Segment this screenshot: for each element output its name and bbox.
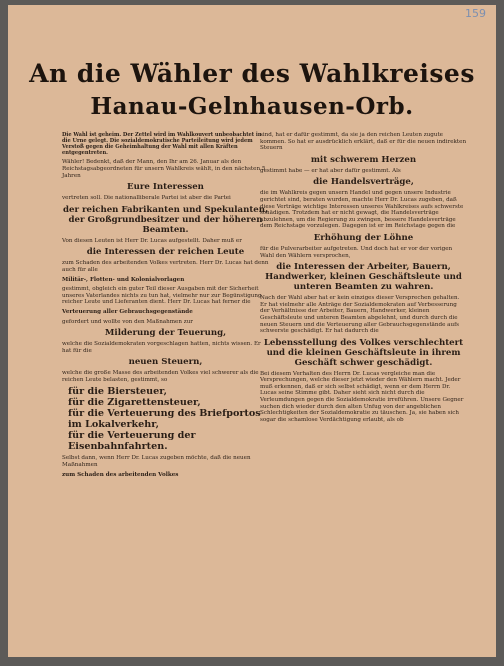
flyer-sheet xyxy=(8,5,496,657)
paragraph: die im Wahlkreis gegen unsern Handel und gegen unsere Industrie gerichtet sind, beraten wurden, machte Herr Dr. Lucas zugeben, daß diese Verträge wichtige Interessen unseres Wahlkreises aufs schwerste schädigen. Trotzdem hat er nicht gewagt, die Handelsverträge abzulehnen, um die Regierung zu zwingen, bessere Handelsverträge dem Reichstage vorzulegen. Dagegen ist er im Reichstage gegen die xyxy=(260,190,464,230)
archive-page-number: 159 xyxy=(465,7,486,20)
paragraph: welche die Sozialdemokraten vorgeschlagen hatten, nichts wissen. Er hat für die xyxy=(62,341,261,354)
emphasis-heading: Lebensstellung des Volkes verschlechtert und die kleinen Geschäftsleute in ihrem Geschäft schwer geschädigt. xyxy=(263,337,464,368)
emphasis-heading: Milderung der Teuerung, xyxy=(104,328,227,339)
emphasis-heading: für die Biersteuer, für die Zigarettensteuer, für die Verteuerung des Briefportos im Lokalverkehr, für die Verteuerung der Eisenbahnfahrten. xyxy=(68,386,261,453)
paragraph: welche die große Masse des arbeitenden Volkes viel schwerer als die reichen Leute belasten, gestimmt, so xyxy=(62,370,259,383)
right-text-column xyxy=(260,132,467,426)
paragraph: vertreten soll. Die nationalliberale Partei ist aber die Partei xyxy=(62,195,231,202)
paragraph: Selbst dann, wenn Herr Dr. Lucas zugeben möchte, daß die neuen Maßnahmen xyxy=(62,455,251,469)
emphasis-heading: Eure Interessen xyxy=(127,182,204,193)
paragraph: sind, hat er dafür gestimmt, da sie ja den reichen Leuten zugute kommen. So hat er ausdrücklich erklärt, daß er für die neuen indirekten Steuern xyxy=(260,132,467,152)
paragraph: gestimmt habe — er hat aber dafür gestimmt. Als xyxy=(260,167,401,174)
paragraph: gefordert und wollte von den Maßnahmen zur xyxy=(62,318,193,325)
emphasis-heading: Erhöhung der Löhne xyxy=(313,232,414,243)
paragraph: zum Schaden des arbeitenden Volkes vertreten. Herr Dr. Lucas hat denn auch für alle xyxy=(62,260,269,273)
paragraph: Nach der Wahl aber hat er kein einziges dieser Versprechen gehalten. Er hat vielmehr alle Anträge der Sozialdemokraten auf Verbesserung der Verhältnisse der Arbeiter, Bauern, Handwerker, kleinen Geschäftsleute und unteren Beamten abgelehnt, und durch durch die neuen Steuern und die Verteuerung aller Gebrauchsgegenstände aufs schwerste geschädigt. Er hat dadurch die xyxy=(260,295,460,335)
left-text-column xyxy=(62,132,269,481)
emphasis-heading: die Interessen der Arbeiter, Bauern, Handwerker, kleinen Geschäftsleute und unteren Beamten zu wahren. xyxy=(265,262,462,293)
flyer-title: An die Wähler des Wahlkreises xyxy=(29,59,475,88)
paragraph: Die Wahl ist geheim. Der Zettel wird im Wahlkouvert unbeobachtet in die Urne gelegt. Die sozialdemokratische Parteileitung wird jedem Verstoß gegen die Geheimhaltung der Wahl mit allen Kräften entgegentreten. xyxy=(62,132,262,157)
paragraph: gestimmt, obgleich ein guter Teil dieser Ausgaben mit der Sicherheit unseres Vaterlandes nichts zu tun hat, vielmehr nur zur Begünstigung reicher Leute und Lieferanten dient. Herr Dr. Lucas hat ferner die xyxy=(62,286,262,306)
emphasis-heading: die Interessen der reichen Leute xyxy=(86,247,245,258)
emphasis-heading: mit schwerem Herzen xyxy=(310,154,417,165)
paragraph: Wähler! Bedenkt, daß der Mann, den Ihr am 26. Januar als den Reichstagsabgeordneten für unsern Wahlkreis wählt, in den nächsten 5 Jahren xyxy=(62,159,266,179)
emphasis-heading: zum Schaden des arbeitenden Volkes xyxy=(62,471,179,478)
emphasis-heading: neuen Steuern, xyxy=(128,357,203,368)
emphasis-heading: die Handelsverträge, xyxy=(313,177,414,188)
paragraph: für die Pulverarbeiter aufgetreten. Und doch hat er vor der vorigen Wahl den Wählern versprochen, xyxy=(260,245,453,259)
paragraph: Bei diesem Verhalten des Herrn Dr. Lucas vergleiche man die Versprechungen, welche dieser jetzt wieder den Wählern macht. Jeder muß erkennen, daß er sich selbst schädigt, wenn er dem Herrn Dr. Lucas seine Stimme gibt. Daher sieht sich nicht durch die Verleumdungen gegen die Sozialdemokratie irreführen. Unsere Gegner suchen dich wieder durch den alten Unfug von der angeblichen Schlechtigkeiten der Sozialdemokratie zu täuschen. Ja, sie haben sich sogar die schamlose Verdächtigung erlaubt, als ob xyxy=(260,370,464,423)
paragraph: Von diesen Leuten ist Herr Dr. Lucas aufgestellt. Daher muß er xyxy=(62,237,242,244)
emphasis-heading: Militär-, Flotten- und Kolonialvorlagen xyxy=(62,276,185,283)
emphasis-heading: Verteuerung aller Gebrauchsgegenstände xyxy=(62,308,193,315)
flyer-subtitle: Hanau-Gelnhausen-Orb. xyxy=(90,93,414,120)
emphasis-heading: der reichen Fabrikanten und Spekulanten, der Großgrundbesitzer und der höheren Beamten. xyxy=(62,204,269,235)
